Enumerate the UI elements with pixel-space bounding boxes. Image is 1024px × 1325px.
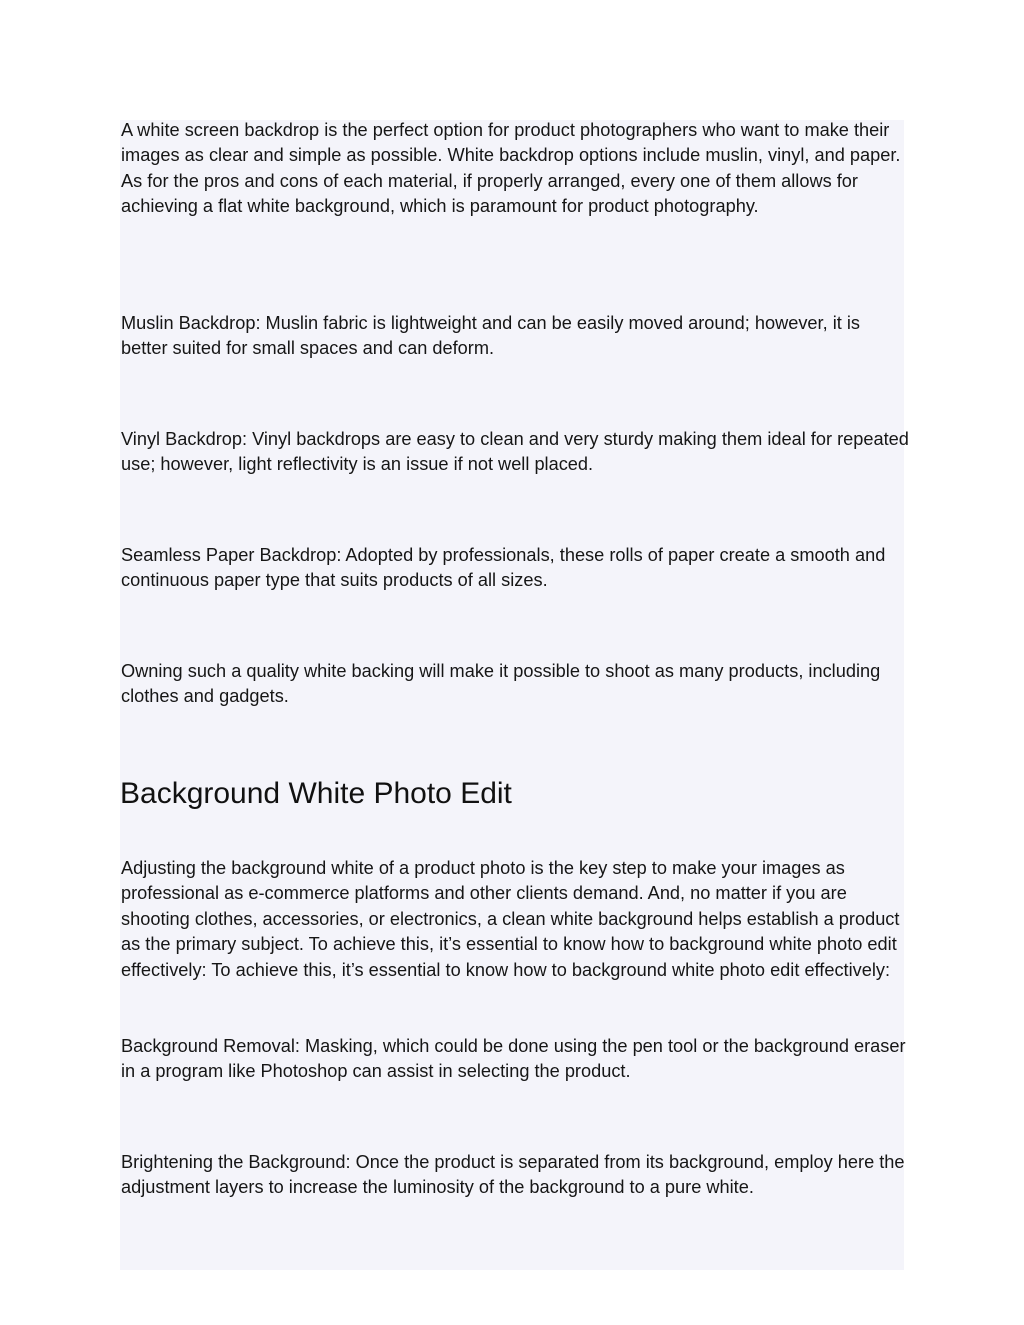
adjusting-background-paragraph: Adjusting the background white of a product photo is the key step to make your images as professional as e-commerce platforms and other clients demand. And, no matter if you are shooting clothes, accessories, or electronics, a clean white background helps establish a product as the primary subject. To achieve this, it’s essential to know how to background white photo edit effectively: To achieve this, it’s essential to know how to background white photo edit effectively: <box>121 858 900 980</box>
vinyl-backdrop-paragraph: Vinyl Backdrop: Vinyl backdrops are easy to clean and very sturdy making them ideal for repeated use; however, light reflectivity is an issue if not well placed. <box>121 429 909 475</box>
intro-paragraph: A white screen backdrop is the perfect option for product photographers who want to make their images as clear and simple as possible. White backdrop options include muslin, vinyl, and paper. As for the pros and cons of each material, if properly arranged, every one of them allows for achieving a flat white background, which is paramount for product photography. <box>121 120 901 217</box>
muslin-backdrop-paragraph: Muslin Backdrop: Muslin fabric is lightweight and can be easily moved around; however, it is better suited for small spaces and can deform. <box>121 313 860 359</box>
owning-backing-paragraph: Owning such a quality white backing will make it possible to shoot as many products, including clothes and gadgets. <box>121 661 881 707</box>
section-heading: Background White Photo Edit <box>120 777 512 810</box>
brightening-background-paragraph: Brightening the Background: Once the product is separated from its background, employ here the adjustment layers to increase the luminosity of the background to a pure white. <box>121 1152 905 1198</box>
background-removal-paragraph: Background Removal: Masking, which could be done using the pen tool or the background eraser in a program like Photoshop can assist in selecting the product. <box>121 1036 906 1082</box>
seamless-paper-backdrop-paragraph: Seamless Paper Backdrop: Adopted by professionals, these rolls of paper create a smooth and continuous paper type that suits products of all sizes. <box>121 545 886 591</box>
